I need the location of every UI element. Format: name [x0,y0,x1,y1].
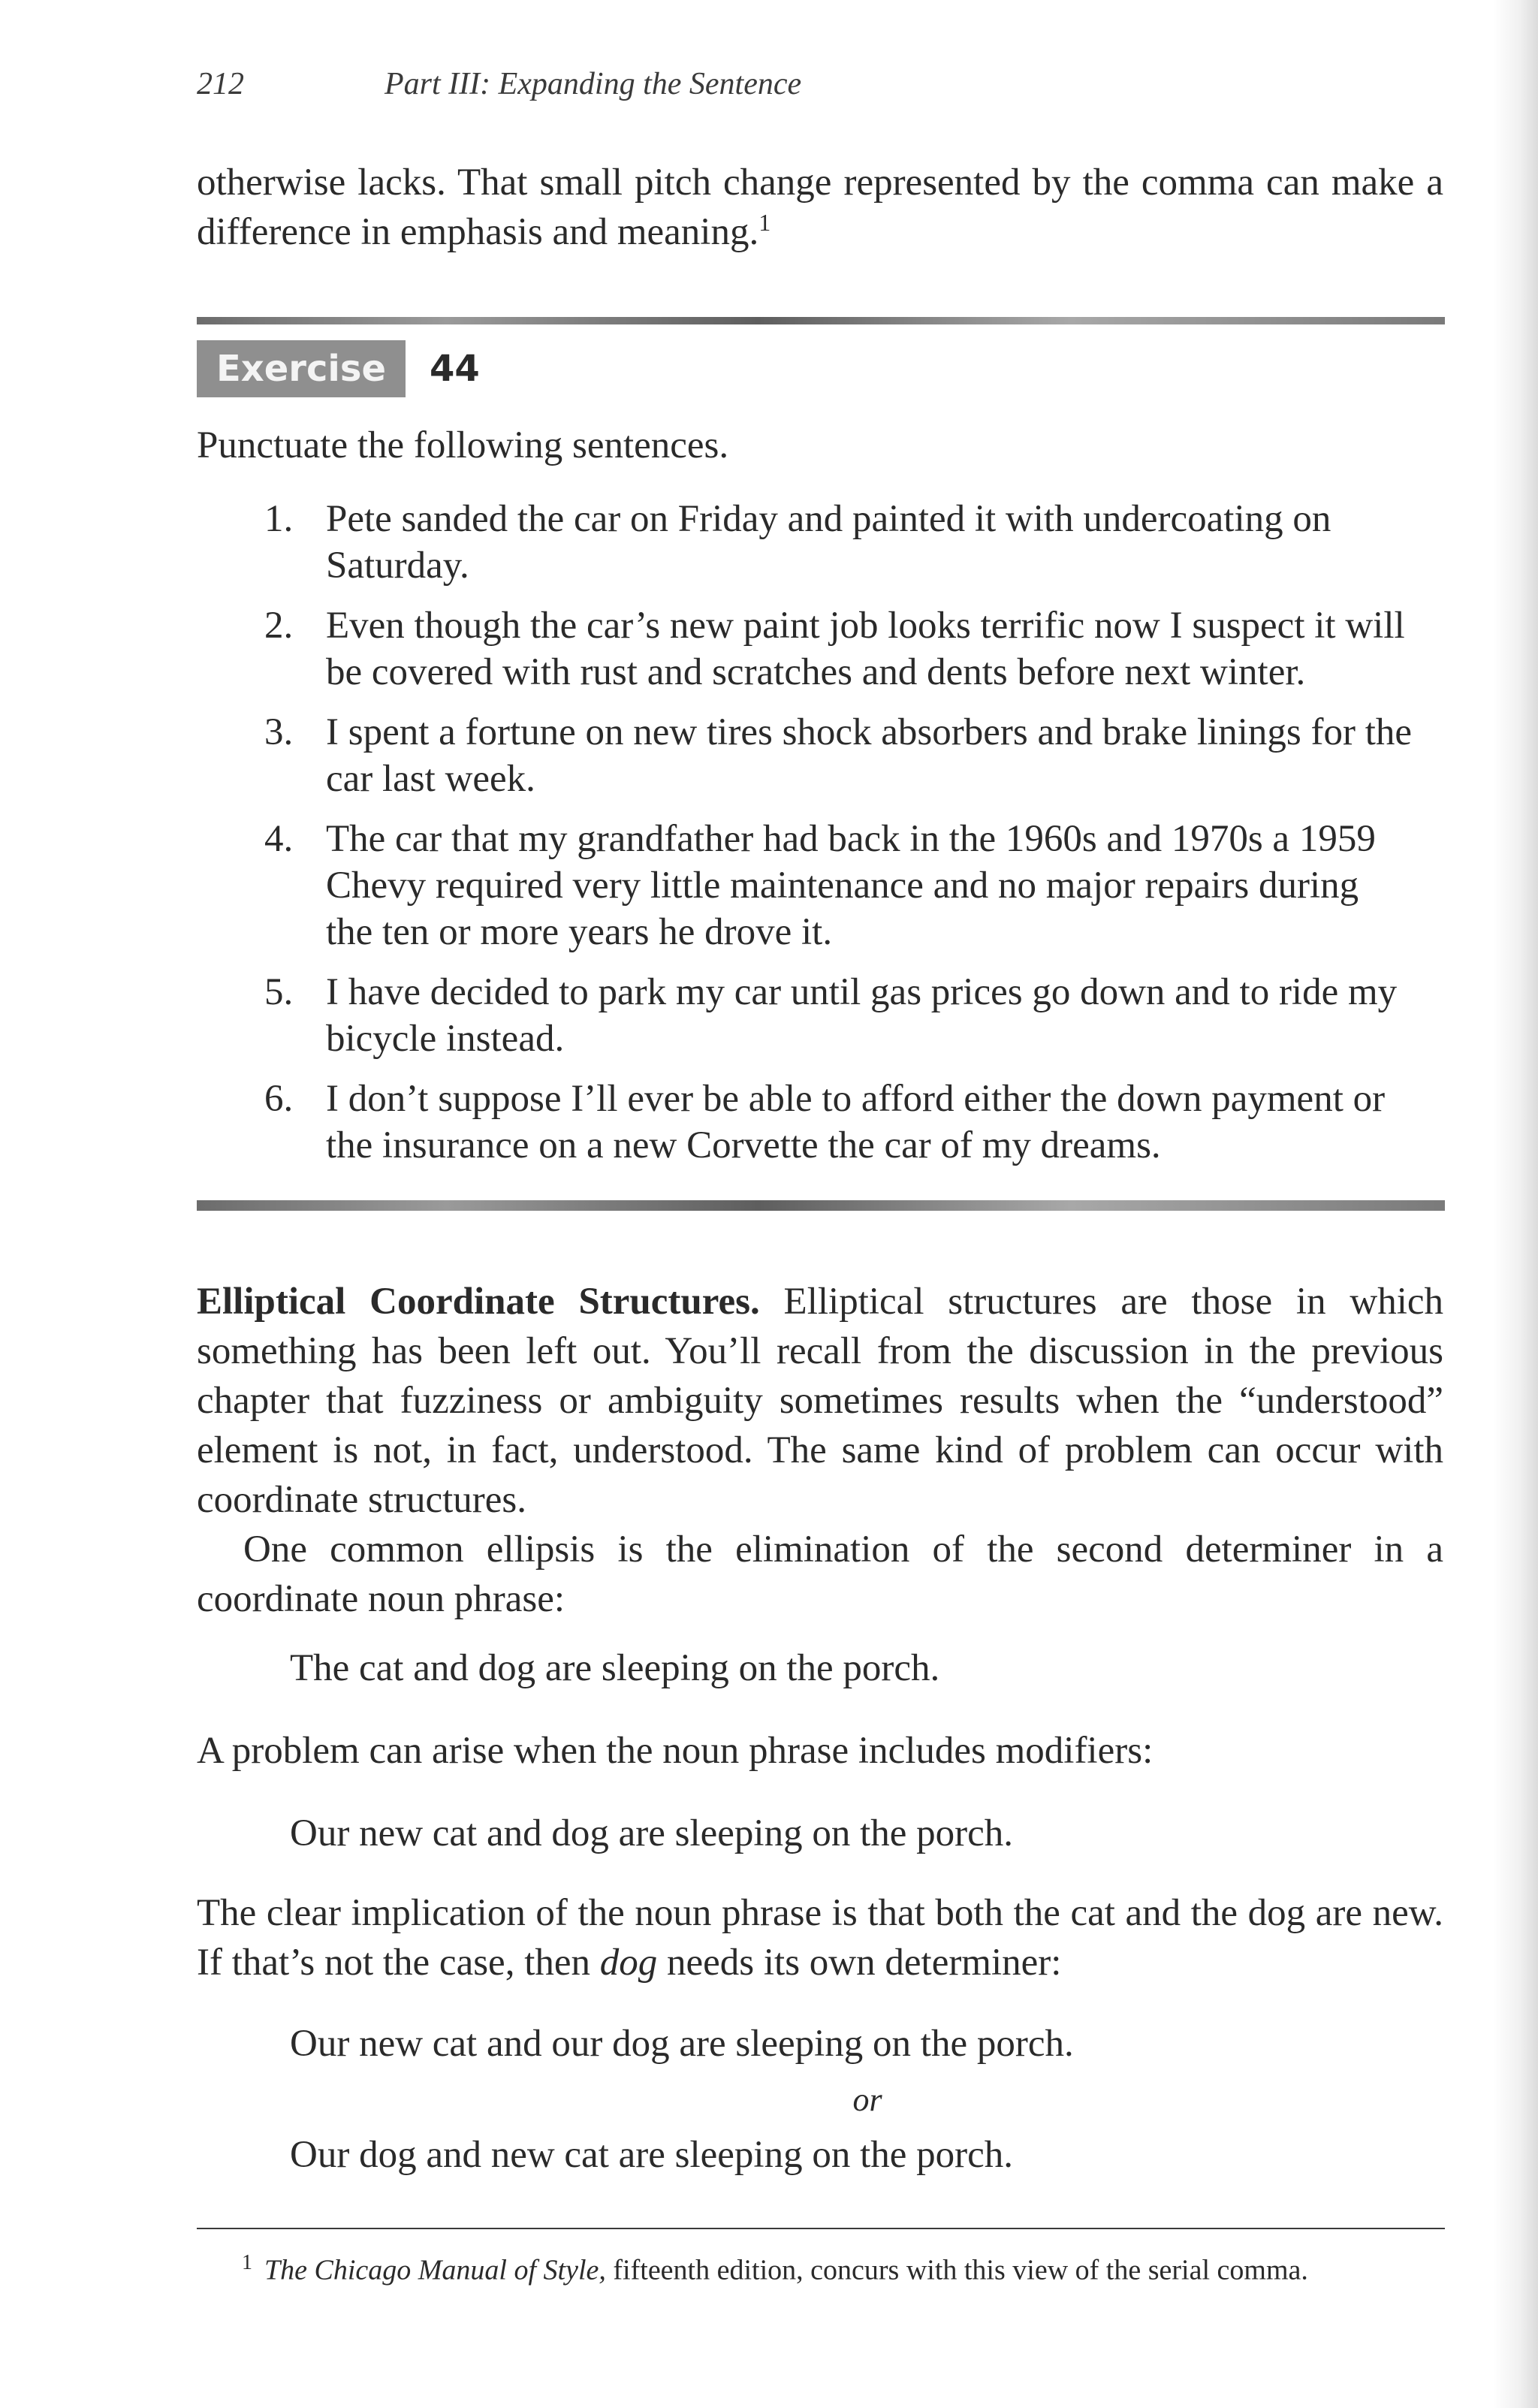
example-sentence-4: Our dog and new cat are sleeping on the porch. [290,2134,1013,2176]
section-paragraph-2: One common ellipsis is the elimination of the second determiner in a coordinate noun phrase: [197,1528,1443,1620]
example-sentence-2: Our new cat and dog are sleeping on the porch. [290,1812,1013,1854]
item-number: 2. [264,605,294,647]
section-paragraph-1 [197,1277,1443,1525]
item-number: 4. [264,818,294,860]
footnote-rule [197,2228,1445,2229]
para4-text: The clear implication of the noun phrase is that both the cat and the dog are new. If that’s not the case, then [197,1892,1443,1984]
footnote [242,2244,1458,2289]
exercise-bottom-rule [197,1200,1445,1211]
item-text: I spent a fortune on new tires shock absorbers and brake linings for the car last week. [326,711,1413,800]
item-number: 6. [264,1078,294,1120]
exercise-item [264,816,1413,955]
example-sentence-3: Our new cat and our dog are sleeping on the porch. [290,2023,1074,2065]
exercise-item [264,496,1413,589]
exercise-list [264,496,1413,1182]
exercise-item [264,969,1413,1062]
para4-text-end: needs its own determiner: [657,1942,1062,1984]
exercise-item [264,602,1413,696]
page-number: 212 [197,67,244,101]
or-separator: or [852,2081,882,2118]
footnote-title: The Chicago Manual of Style, [264,2254,606,2286]
running-header [197,66,801,102]
exercise-number: 44 [430,348,480,390]
section-paragraph-3: A problem can arise when the noun phrase includes modifiers: [197,1730,1154,1772]
item-number: 5. [264,971,294,1013]
item-number: 3. [264,711,294,753]
exercise-item [264,709,1413,802]
item-text: Pete sanded the car on Friday and painted it with undercoating on Saturday. [326,498,1331,587]
intro-paragraph [197,158,1443,257]
exercise-top-rule [197,317,1445,324]
item-text: Even though the car’s new paint job looks terrific now I suspect it will be covered with rust and scratches and dents before next winter. [326,605,1405,693]
footnote-mark: 1 [242,2251,252,2274]
footnote-reference: 1 [758,209,771,236]
item-text: The car that my grandfather had back in the 1960s and 1970s a 1959 Chevy required very little maintenance and no major repairs during the ten or more years he drove it. [326,818,1376,953]
running-title: Part III: Expanding the Sentence [384,67,802,101]
exercise-label: Exercise [197,340,406,397]
exercise-instruction: Punctuate the following sentences. [197,424,729,466]
example-sentence-1: The cat and dog are sleeping on the porch. [290,1647,940,1689]
exercise-item [264,1076,1413,1169]
section-paragraph-4 [197,1888,1443,1987]
exercise-heading [197,340,480,397]
section-title: Elliptical Coordinate Structures. [197,1281,760,1323]
intro-text: otherwise lacks. That small pitch change represented by the comma can make a difference in emphasis and meaning. [197,161,1443,253]
section-paragraph-1-text: Elliptical structures are those in which something has been left out. You’ll recall from the discussion in the previous chapter that fuzziness or ambiguity sometimes results when the “understood” element is not, in fact, understood. The same kind of problem can occur with coordinate structures. [197,1281,1444,1521]
emphasized-word: dog [599,1942,658,1984]
footnote-text: fifteenth edition, concurs with this view of the serial comma. [605,2254,1308,2286]
item-number: 1. [264,498,294,540]
item-text: I have decided to park my car until gas prices go down and to ride my bicycle instead. [326,971,1398,1060]
item-text: I don’t suppose I’ll ever be able to afford either the down payment or the insurance on a new Corvette the car of my dreams. [326,1078,1386,1166]
page-edge-shadow [1493,0,1538,2408]
